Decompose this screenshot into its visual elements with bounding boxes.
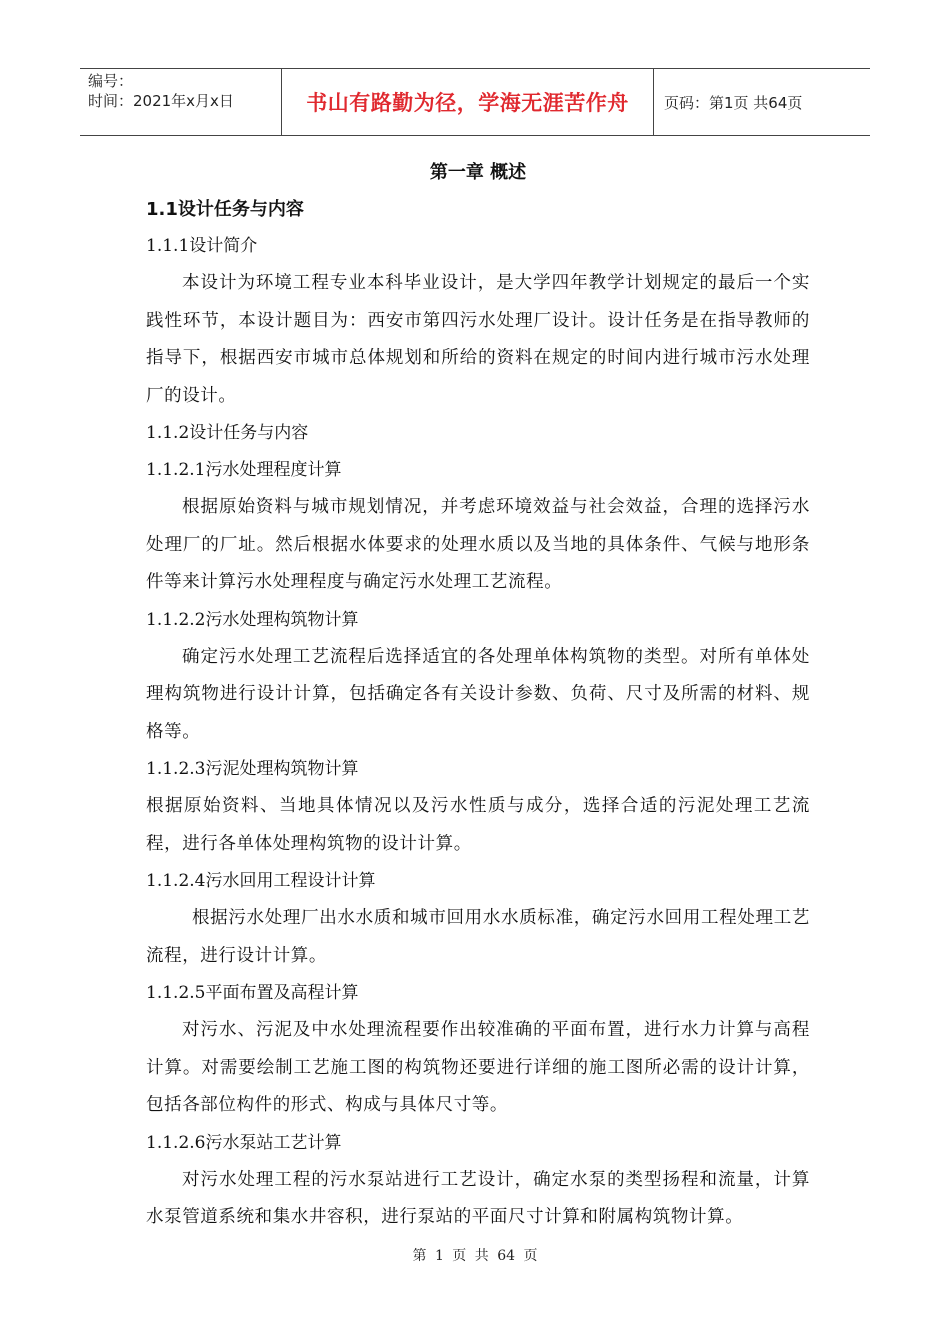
page-header xyxy=(80,68,870,136)
subsection-heading: 1.1.2.4污水回用工程设计计算 xyxy=(146,871,376,891)
paragraph: 根据原始资料与城市规划情况，并考虑环境效益与社会效益，合理的选择污水处理厂的厂址。然后根据水体要求的处理水质以及当地的具体条件、气候与地形条件等来计算污水处理程度与确定污水处理工艺流程。 xyxy=(146,497,810,592)
document-body xyxy=(146,155,810,1237)
subsection-heading: 1.1.1设计简介 xyxy=(146,236,258,256)
page-footer: 第 1 页 共 64 页 xyxy=(412,1248,538,1264)
paragraph: 根据污水处理厂出水水质和城市回用水水质标准，确定污水回用工程处理工艺流程，进行设计计算。 xyxy=(146,908,810,966)
subsection-heading: 1.1.2设计任务与内容 xyxy=(146,423,309,443)
header-info-cell xyxy=(80,69,282,135)
paragraph: 根据原始资料、当地具体情况以及污水性质与成分，选择合适的污泥处理工艺流程，进行各单体处理构筑物的设计计算。 xyxy=(146,796,810,854)
chapter-title: 第一章 概述 xyxy=(429,162,527,183)
subsection-heading: 1.1.2.2污水处理构筑物计算 xyxy=(146,609,359,630)
header-page-cell xyxy=(654,69,870,135)
subsection-heading: 1.1.2.6污水泵站工艺计算 xyxy=(146,1132,342,1153)
header-motto: 书山有路勤为径，学海无涯苦作舟 xyxy=(306,91,629,115)
subsection-heading: 1.1.2.5平面布置及高程计算 xyxy=(146,983,359,1003)
paragraph: 对污水、污泥及中水处理流程要作出较准确的平面布置，进行水力计算与高程计算。对需要绘制工艺施工图的构筑物还要进行详细的施工图所必需的设计计算，包括各部位构件的形式、构成与具体尺寸等。 xyxy=(146,1020,810,1115)
paragraph: 确定污水处理工艺流程后选择适宜的各处理单体构筑物的类型。对所有单体处理构筑物进行设计计算，包括确定各有关设计参数、负荷、尺寸及所需的材料、规格等。 xyxy=(146,646,810,742)
subsection-heading: 1.1.2.3污泥处理构筑物计算 xyxy=(146,759,359,779)
paragraph: 对污水处理工程的污水泵站进行工艺设计，确定水泵的类型扬程和流量，计算水泵管道系统和集水井容积，进行泵站的平面尺寸计算和附属构筑物计算。 xyxy=(146,1169,810,1227)
header-motto-cell xyxy=(282,69,654,135)
doc-number-label: 编号： xyxy=(88,72,134,90)
paragraph: 本设计为环境工程专业本科毕业设计，是大学四年教学计划规定的最后一个实践性环节，本设计题目为：西安市第四污水处理厂设计。设计任务是在指导教师的指导下，根据西安市城市总体规划和所给的资料在规定的时间内进行城市污水处理厂的设计。 xyxy=(146,273,810,406)
section-heading: 1.1设计任务与内容 xyxy=(146,199,304,220)
subsection-heading: 1.1.2.1污水处理程度计算 xyxy=(146,460,342,480)
header-page-label: 页码：第1页 共64页 xyxy=(664,93,803,112)
doc-time-label: 时间：2021年x月x日 xyxy=(88,92,234,110)
